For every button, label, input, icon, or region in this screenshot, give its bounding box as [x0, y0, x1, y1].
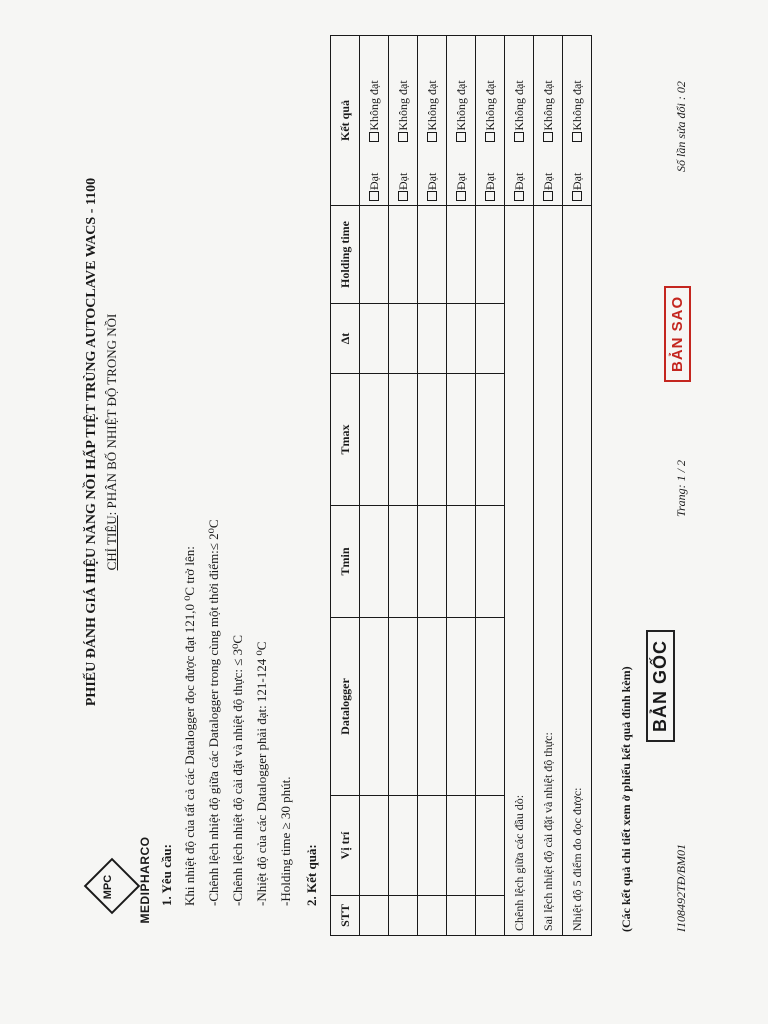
logo-name: MEDIPHARCO [138, 836, 152, 924]
fail-option[interactable]: Không đạt [541, 80, 555, 141]
summary-row [563, 36, 592, 936]
results-table [330, 35, 592, 936]
summary-label: Nhiệt độ 5 điểm đo đọc được: [563, 206, 592, 936]
results-heading: 2. Kết quả: [304, 844, 319, 906]
requirements-heading: 1. Yêu cầu: [159, 844, 174, 906]
fail-option[interactable]: Không đạt [570, 80, 584, 141]
result-options [563, 36, 592, 206]
original-stamp: BẢN GỐC [646, 630, 675, 742]
result-options [505, 36, 534, 206]
page-number: Trang: 1 / 2 [674, 459, 688, 517]
pass-option[interactable]: Đạt [512, 173, 526, 201]
checkbox-icon [485, 191, 495, 201]
checkbox-icon [456, 191, 466, 201]
checkbox-icon [369, 132, 379, 142]
checkbox-icon [427, 191, 437, 201]
subtitle-prefix: CHỈ TIÊU [104, 515, 119, 571]
table-header-row [331, 36, 360, 936]
pass-option[interactable]: Đạt [483, 173, 497, 201]
rotated-form-page [64, 32, 704, 992]
checkbox-icon [427, 132, 437, 142]
summary-row [534, 36, 563, 936]
table-row [476, 36, 505, 936]
pass-option[interactable]: Đạt [367, 173, 381, 201]
form-title: PHIẾU ĐÁNH GIÁ HIỆU NĂNG NỒI HẤP TIỆT TRÙNG AUTOCLAVE WACS - 1100 [84, 177, 99, 707]
checkbox-icon [572, 132, 582, 142]
result-options [534, 36, 563, 206]
pass-option[interactable]: Đạt [570, 173, 584, 201]
table-row [389, 36, 418, 936]
result-options [447, 36, 476, 206]
pass-option[interactable]: Đạt [425, 173, 439, 201]
checkbox-icon [572, 191, 582, 201]
col-header-tmin: Tmin [331, 506, 360, 618]
checkbox-icon [514, 132, 524, 142]
col-header-stt: STT [331, 896, 360, 936]
fail-option[interactable]: Không đạt [512, 80, 526, 141]
pass-option[interactable]: Đạt [396, 173, 410, 201]
form-subtitle [104, 42, 120, 842]
pass-option[interactable]: Đạt [541, 173, 555, 201]
fail-option[interactable]: Không đạt [483, 80, 497, 141]
table-row [447, 36, 476, 936]
col-header-tmax: Tmax [331, 374, 360, 506]
requirement-line: -Chênh lệch nhiệt độ giữa các Datalogger trong cùng một thời điểm:≤ 2⁰C [206, 519, 221, 906]
table-row [418, 36, 447, 936]
checkbox-icon [456, 132, 466, 142]
checkbox-icon [398, 191, 408, 201]
fail-option[interactable]: Không đạt [454, 80, 468, 141]
table-row [360, 36, 389, 936]
subtitle-rest: : PHÂN BỐ NHIỆT ĐỘ TRONG NỒI [104, 313, 119, 516]
col-header-delta-t: Δt [331, 304, 360, 374]
form-code: I108492TĐ/BM01 [674, 844, 688, 932]
checkbox-icon [543, 191, 553, 201]
summary-label: Chênh lệch giữa các đầu dò: [505, 206, 534, 936]
checkbox-icon [514, 191, 524, 201]
result-options [476, 36, 505, 206]
attachment-note: (Các kết quả chi tiết xem ở phiếu kết quả đính kèm) [619, 666, 633, 932]
copy-stamp: BẢN SAO [664, 286, 691, 382]
col-header-position: Vị trí [331, 796, 360, 896]
revision-number: Số lần sửa đổi : 02 [674, 81, 688, 172]
fail-option[interactable]: Không đạt [367, 80, 381, 141]
col-header-datalogger: Datalogger [331, 618, 360, 796]
fail-option[interactable]: Không đạt [425, 80, 439, 141]
summary-row [505, 36, 534, 936]
pass-option[interactable]: Đạt [454, 173, 468, 201]
requirement-line: -Chênh lệch nhiệt độ cài đặt và nhiệt độ thực: ≤ 3⁰C [230, 634, 245, 906]
checkbox-icon [485, 132, 495, 142]
result-options [389, 36, 418, 206]
checkbox-icon [369, 191, 379, 201]
logo-badge: MPC [102, 874, 114, 900]
result-options [418, 36, 447, 206]
result-options [360, 36, 389, 206]
fail-option[interactable]: Không đạt [396, 80, 410, 141]
company-logo [92, 810, 162, 930]
summary-label: Sai lệch nhiệt độ cài đặt và nhiệt độ thực: [534, 206, 563, 936]
col-header-result: Kết quả [331, 36, 360, 206]
checkbox-icon [398, 132, 408, 142]
requirement-line: -Holding time ≥ 30 phút. [278, 776, 293, 906]
col-header-holding-time: Holding time [331, 206, 360, 304]
checkbox-icon [543, 132, 553, 142]
requirement-line: Khi nhiệt độ của tất cả các Datalogger đọc được đạt 121,0 ⁰C trở lên: [182, 546, 197, 906]
requirement-line: -Nhiệt độ của các Datalogger phải đạt: 121-124 ⁰C [254, 641, 269, 906]
